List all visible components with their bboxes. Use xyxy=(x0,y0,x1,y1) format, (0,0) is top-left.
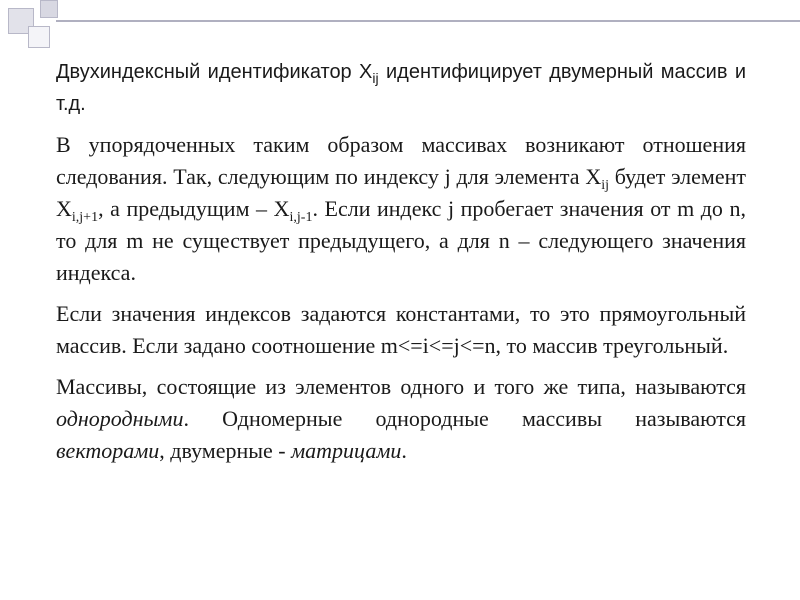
text: . xyxy=(401,438,407,463)
emphasis-term: однородными xyxy=(56,406,184,431)
emphasis-term: векторами xyxy=(56,438,160,463)
subscript: i,j+1 xyxy=(71,210,99,225)
text: . Если индекс j пробегает значения от m до n, то для m не существует предыдущего, а для n – следующего значения индекса. xyxy=(56,196,746,285)
text: В упорядоченных таким образом массивах возникают отношения следования. Так, следующим по индексу j для элемента X xyxy=(56,132,746,189)
text: , двумерные - xyxy=(159,438,292,463)
paragraph-3 xyxy=(56,298,746,362)
paragraph-2 xyxy=(56,129,746,289)
text: . Одномерные однородные массивы называются xyxy=(183,406,746,431)
top-rule-line xyxy=(56,20,800,22)
emphasis-term: матрицами xyxy=(291,438,402,463)
subscript: i,j-1 xyxy=(289,210,313,225)
text: будет элемент X xyxy=(56,164,746,221)
decorative-square xyxy=(28,26,50,48)
decorative-square xyxy=(40,0,58,18)
text: Двухиндексный идентификатор X xyxy=(56,61,373,83)
text: Если значения индексов задаются константами, то это прямоугольный массив. Если задано соотношение m<=i<=j<=n, то массив треугольный. xyxy=(56,301,746,358)
text: Массивы, состоящие из элементов одного и того же типа, называются xyxy=(56,374,746,399)
text: идентифицирует двумерный массив и т.д. xyxy=(56,61,746,115)
subscript: ij xyxy=(601,178,609,193)
paragraph-4 xyxy=(56,371,746,467)
paragraph-1 xyxy=(56,56,746,120)
slide-body xyxy=(56,56,746,476)
subscript: ij xyxy=(372,70,379,86)
text: , а предыдущим – X xyxy=(98,196,290,221)
